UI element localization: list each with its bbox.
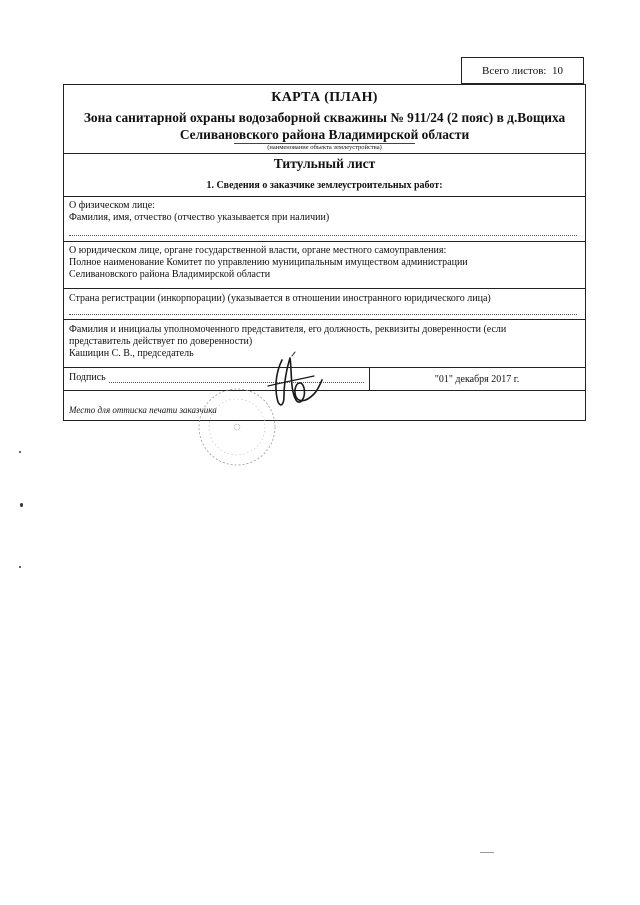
- representative-label-line1: Фамилия и инициалы уполномоченного представителя, его должность, реквизиты доверенности (если: [69, 324, 507, 335]
- country-label: Страна регистрации (инкорпорации) (указывается в отношении иностранного юридического лица): [69, 293, 491, 304]
- divider: [64, 319, 585, 320]
- divider: [64, 196, 585, 197]
- individual-heading: О физическом лице:: [69, 200, 155, 211]
- scan-speck: [19, 566, 21, 568]
- representative-label-line2: представитель действует по доверенности): [69, 336, 253, 347]
- title-page-frame: [63, 84, 586, 421]
- divider: [64, 390, 585, 391]
- section-title: 1. Сведения о заказчике землеустроительных работ:: [206, 180, 443, 191]
- representative-name: Кашицин С. В., председатель: [69, 348, 194, 359]
- divider: [64, 367, 585, 368]
- individual-fio-field: [69, 235, 577, 236]
- legal-name-line2: Селивановского района Владимирской области: [69, 269, 271, 280]
- sheet-count-label: Всего листов:: [482, 64, 547, 77]
- stamp-place-label: Место для оттиска печати заказчика: [69, 405, 217, 415]
- scan-speck: [20, 503, 23, 507]
- object-name-line1: Зона санитарной охраны водозаборной скважины № 911/24 (2 пояс) в д.Вощиха: [83, 110, 566, 125]
- divider: [64, 288, 585, 289]
- divider: [64, 241, 585, 242]
- sheet-count-value: 10: [551, 64, 563, 77]
- legal-name-line1: Полное наименование Комитет по управлению муниципальным имуществом администрации: [69, 257, 468, 268]
- sheet-title: Титульный лист: [273, 156, 376, 171]
- object-name-caption: (наименование объекта землеустройства): [267, 144, 382, 151]
- legal-heading: О юридическом лице, органе государственной власти, органе местного самоуправления:: [69, 245, 447, 256]
- signature-date: "01" декабря 2017 г.: [434, 374, 520, 385]
- sheet-count-box: [461, 57, 584, 84]
- divider: [64, 153, 585, 154]
- country-field: [69, 314, 577, 315]
- signature-field: [109, 382, 364, 383]
- signature-image: [262, 350, 324, 412]
- object-name-line2: Селивановского района Владимирской области: [179, 127, 470, 142]
- signature-label: Подпись: [69, 372, 106, 383]
- scan-mark: [480, 852, 494, 853]
- individual-fio-label: Фамилия, имя, отчество (отчество указывается при наличии): [69, 212, 330, 223]
- object-name: [64, 109, 585, 143]
- scan-speck: [19, 451, 21, 453]
- document-title: КАРТА (ПЛАН): [271, 90, 378, 105]
